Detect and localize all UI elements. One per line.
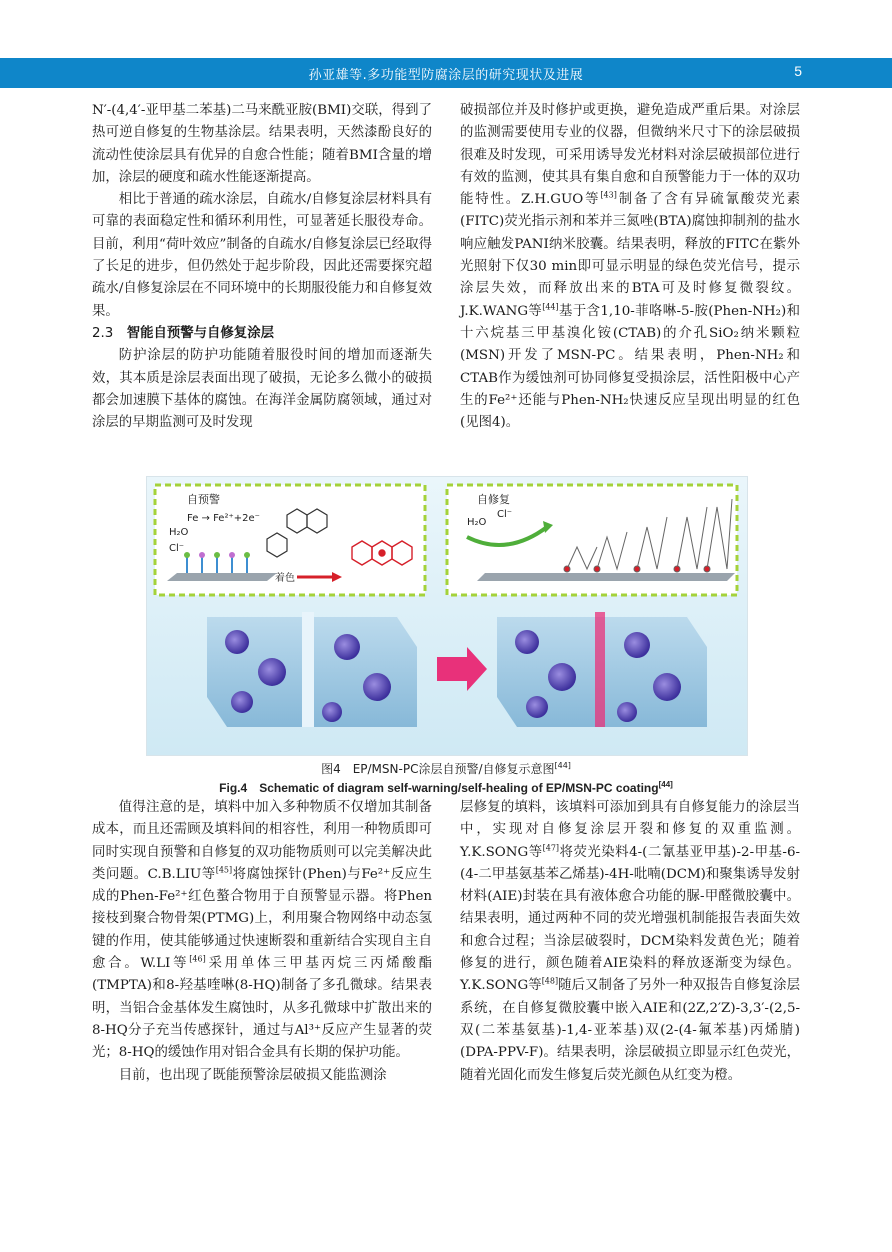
text-run: 将腐蚀探针(Phen)与Fe²⁺反应生成的Phen-Fe²⁺红色螯合物用于自预警显示器。将Phen接枝到聚合物骨架(PTMG)上，利用聚合物网络中动态氢键的作用，使其能够通过快速断裂和重新结合实现自主自愈合。W.LI等 [92, 866, 432, 972]
section-heading [92, 323, 432, 345]
paragraph: 目前，也出现了既能预警涂层破损又能监测涂 [118, 1067, 387, 1083]
caption-text: Schematic of diagram self-warning/self-healing of EP/MSN-PC coating [259, 781, 659, 795]
label-eq: Fe → Fe²⁺+2e⁻ [187, 513, 260, 524]
text-run: 制备了含有异硫氰酸荧光素(FITC)荧光指示剂和苯并三氮唑(BTA)腐蚀抑制剂的盐水响应触发PANI纳米胶囊。结果表明，释放的FITC在紫外光照射下仅30 min即可显示明显的绿色荧光信号，提示涂层失效，而释放出来的BTA可及时修复微裂纹。J.K.WANG等 [460, 192, 800, 319]
label-h2o-right: H₂O [467, 517, 487, 528]
citation: [45] [215, 865, 233, 875]
citation: [44] [542, 302, 559, 312]
label-h2o: H₂O [169, 527, 189, 538]
caption-prefix: Fig.4 [219, 781, 248, 795]
running-header-title: 孙亚雄等.多功能型防腐涂层的研究现状及进展 [308, 68, 584, 83]
section-title: 智能自预警与自修复涂层 [126, 325, 274, 341]
figure-4-illustration [147, 477, 747, 755]
left-column-bottom [92, 797, 432, 1087]
text-run: 采用单体三甲基丙烷三丙烯酸酯(TMPTA)和8-羟基喹啉(8-HQ)制备了多孔微球。结果表明，当铝合金基体发生腐蚀时，从多孔微球中扩散出来的8-HQ分子充当传感探针，通过与Al³⁺反应产生显著的荧光；8-HQ的缓蚀作用对铝合金具有长期的保护功能。 [92, 956, 433, 1061]
caption-text: 图4 EP/MSN-PC涂层自预警/自修复示意图 [321, 762, 555, 776]
text-run: 将荧光染料4-(二氰基亚甲基)-2-甲基-6-(4-二甲基氨基苯乙烯基)-4H-吡喃(DCM)和聚集诱导发射材料(AIE)封装在具有液体愈合功能的脲-甲醛微胶囊中。结果表明，通过两种不同的荧光增强机制能报告表面失效和愈合过程；当涂层破裂时，DCM染料发黄色光；随着修复的进行，颜色随着AIE染料的释放逐渐变为绿色。Y.K.SONG等 [460, 844, 800, 994]
label-cl: Cl⁻ [169, 543, 185, 554]
page-number: 5 [794, 63, 802, 79]
paragraph: N′-(4,4′-亚甲基二苯基)二马来酰亚胺(BMI)交联，得到了热可逆自修复的生物基涂层。结果表明，天然漆酚良好的流动性使涂层具有优异的自愈合性能；随着BMI含量的增加，涂层的硬度和疏水性能逐渐提高。 [92, 103, 432, 185]
right-column-top [460, 100, 800, 434]
paragraph [92, 797, 432, 1065]
text-run: 值得注意的是，填料中加入多种物质不仅增加其制备成本，而且还需顾及填料间的相容性，利用一种物质即可同时实现自预警和自修复的双功能物质则可以完美解决此类问题。C.B.LIU等 [92, 800, 432, 882]
paragraph: 防护涂层的防护功能随着服役时间的增加而逐渐失效，其本质是涂层表面出现了破损，无论多么微小的破损都会加速膜下基体的腐蚀。在海洋金属防腐领域，通过对涂层的早期监测可及时发现 [92, 348, 432, 431]
citation: [48] [541, 976, 559, 986]
paragraph [460, 100, 800, 434]
section-number: 2.3 [92, 325, 114, 341]
running-header [0, 58, 892, 88]
figure-4 [146, 476, 748, 756]
label-warning: 自预警 [187, 493, 220, 506]
text-run: 层修复的填料，该填料可添加到具有自修复能力的涂层当中，实现对自修复涂层开裂和修复的双重监测。Y.K.SONG等 [460, 800, 800, 860]
crack [302, 612, 314, 727]
right-column-bottom [460, 797, 800, 1087]
healed-crack-red [595, 612, 605, 727]
paragraph: 相比于普通的疏水涂层，自疏水/自修复涂层材料具有可靠的表面稳定性和循环利用性，可显著延长服役寿命。目前，利用“荷叶效应”制备的自疏水/自修复涂层已经取得了长足的进步，但仍然处于起步阶段，因此还需要探究超疏水/自修复涂层在不同环境中的长期服役能力和自修复效果。 [92, 192, 432, 319]
left-column-top [92, 100, 432, 434]
substrate-left [167, 573, 277, 581]
substrate-right [477, 573, 735, 581]
text-run: 基于含1,10-菲咯啉-5-胺(Phen-NH₂)和十六烷基三甲基溴化铵(CTAB)的介孔SiO₂纳米颗粒(MSN)开发了MSN-PC。结果表明，Phen-NH₂和CTAB作为缓蚀剂可协同修复受损涂层，活性阳极中心产生的Fe²⁺还能与Phen-NH₂快速反应呈现出明显的红色(见图4)。 [460, 303, 800, 431]
citation: [44] [554, 761, 571, 770]
figure-caption-cn [0, 760, 892, 777]
paragraph [460, 797, 800, 1087]
citation: [44] [658, 780, 673, 789]
citation: [43] [600, 190, 617, 200]
citation: [46] [189, 954, 206, 964]
text-run: 随后又制备了另外一种双报告自修复涂层系统，在自修复微胶囊中嵌入AIE和(2Z,2′Z)-3,3′-(2,5-双(二苯基氨基)-1,4-亚苯基)双(2-(4-氟苯基)丙烯腈)(DPA-PPV-F)。结果表明，涂层破损立即显示红色荧光，随着光固化而发生修复后荧光颜色从红变为橙。 [460, 978, 800, 1083]
text-run: 破损部位并及时修护或更换，避免造成严重后果。对涂层的监测需要使用专业的仪器，但微纳米尺寸下的涂层破损很难及时发现，可采用诱导发光材料对涂层破损部位进行有效的监测，使其具有集自愈和自预警能力于一体的双功能特性。Z.H.GUO等 [460, 103, 800, 208]
label-cl-right: Cl⁻ [497, 509, 513, 520]
citation: [47] [542, 843, 560, 853]
figure-caption-en [0, 779, 892, 796]
label-repair: 自修复 [477, 493, 510, 506]
label-coloring: 着色 [275, 573, 295, 584]
